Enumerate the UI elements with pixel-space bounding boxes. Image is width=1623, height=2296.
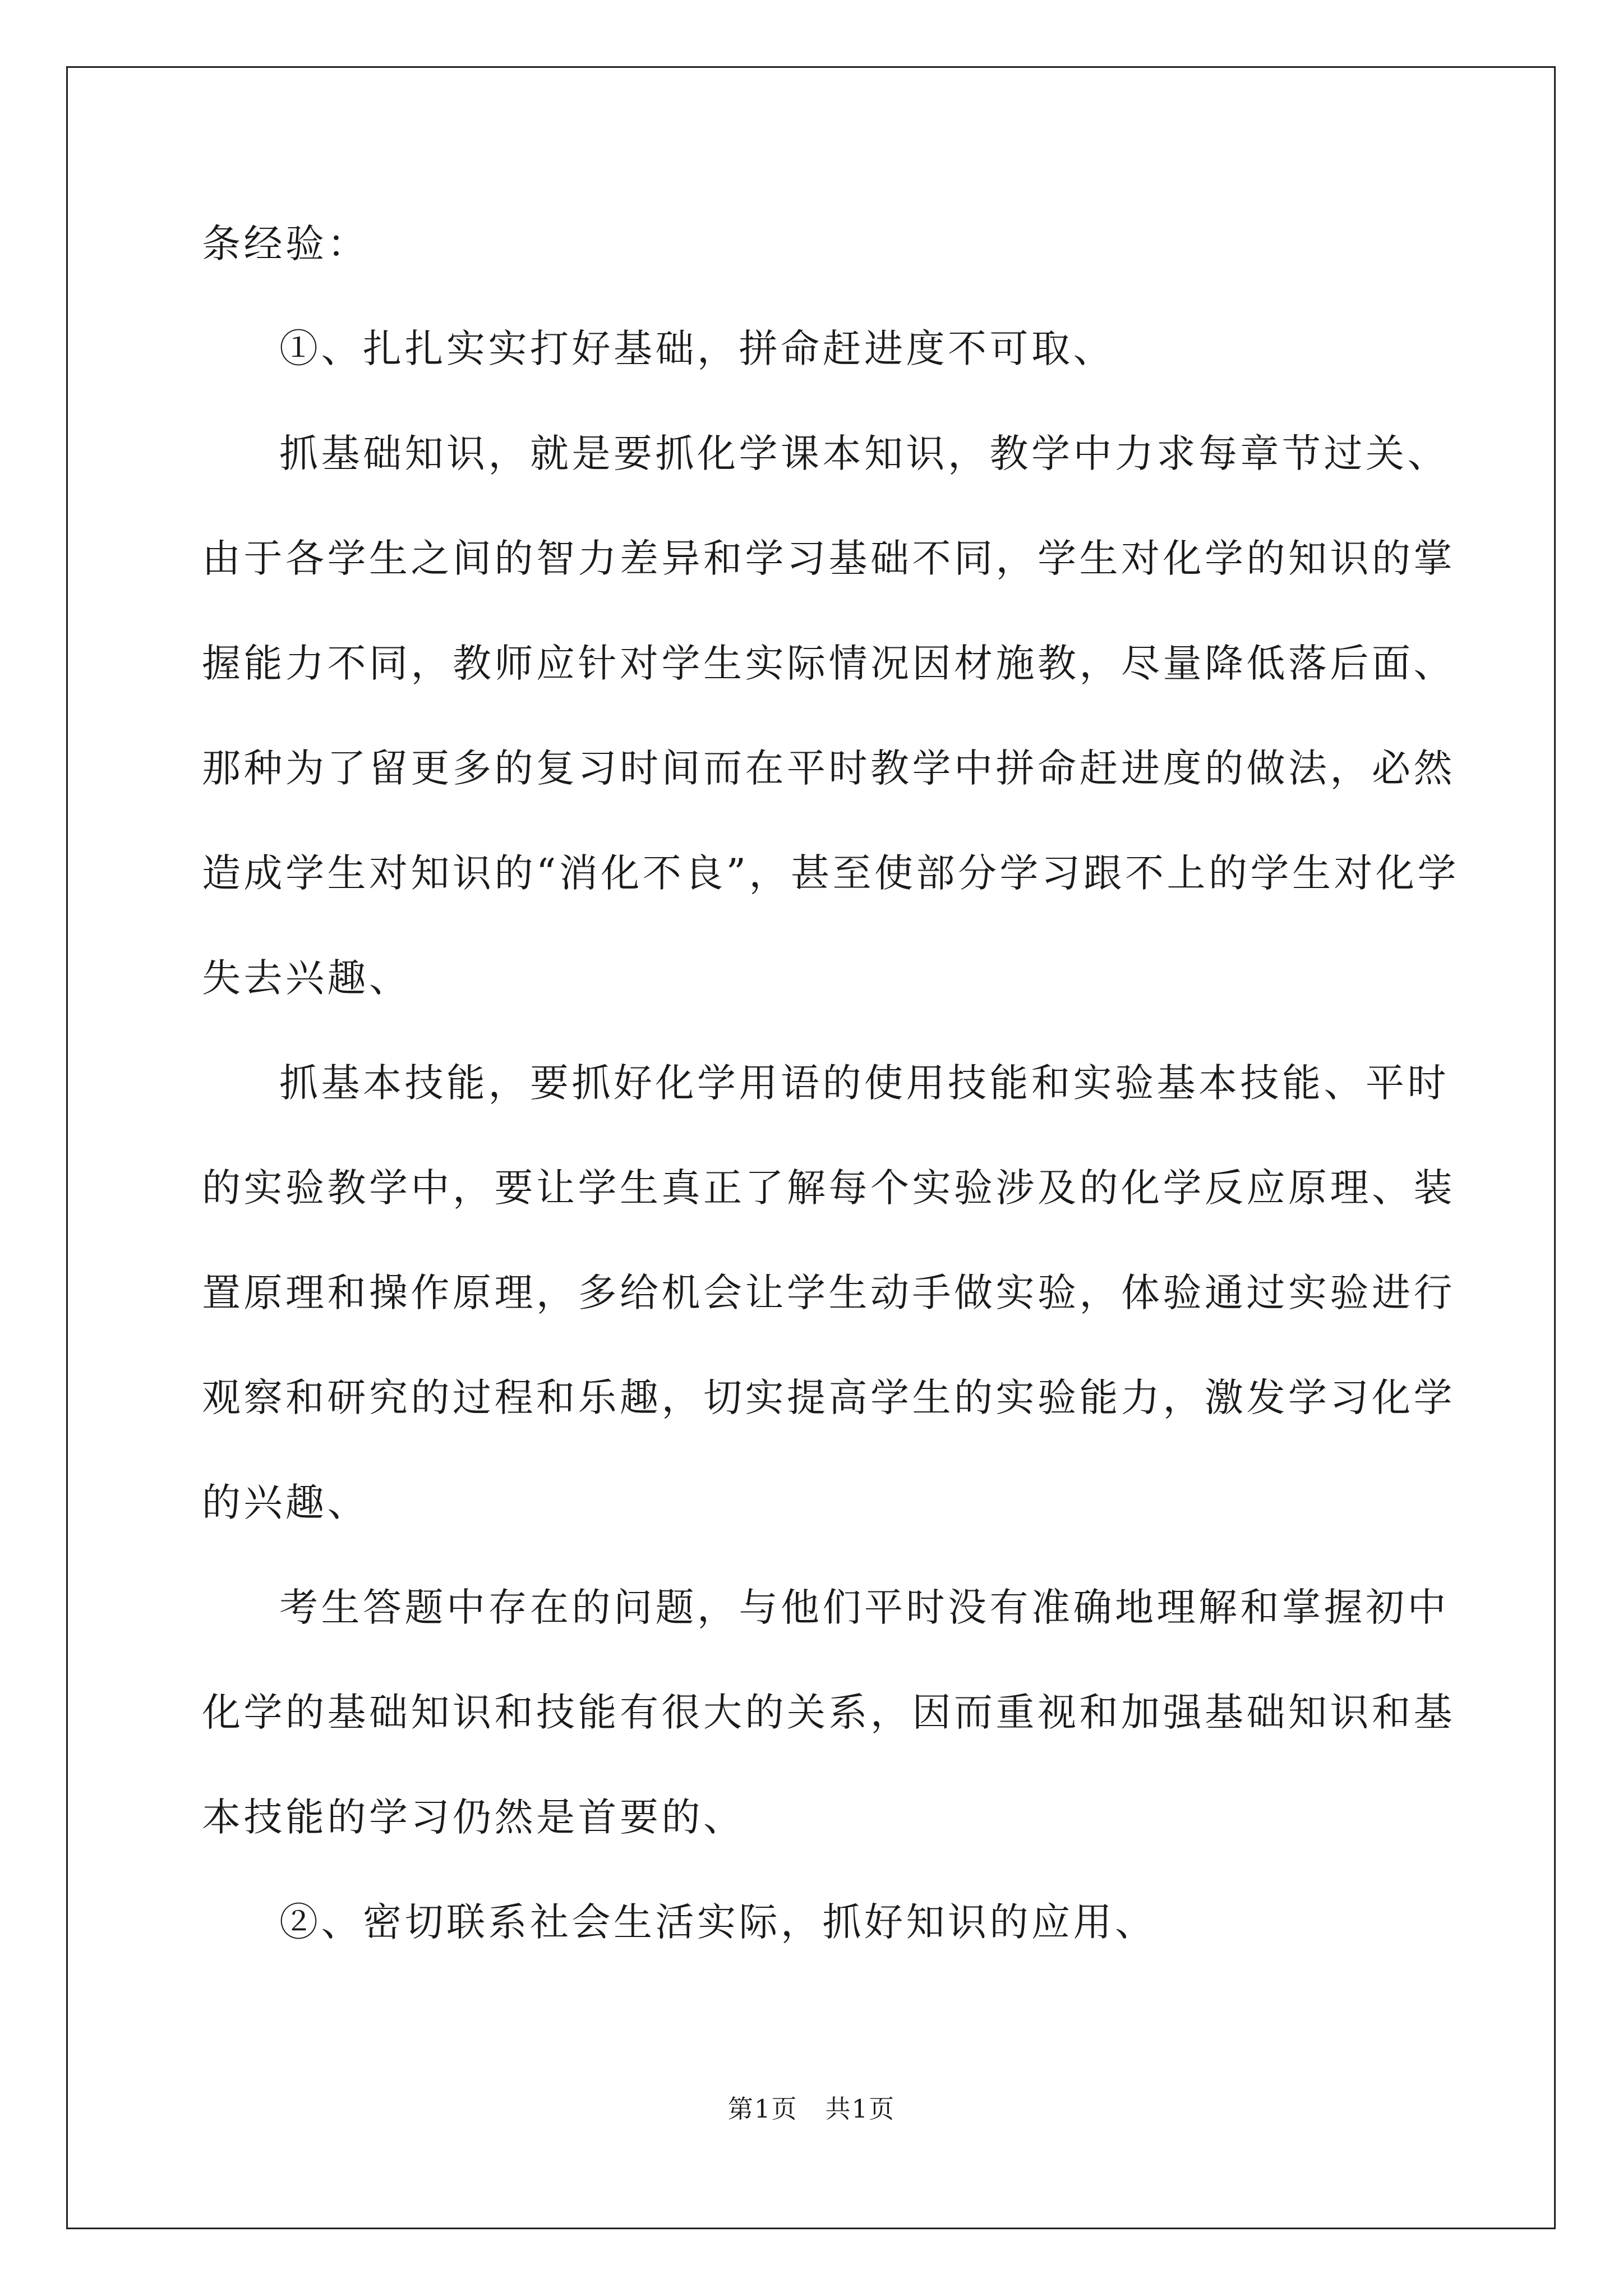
text-line: 化学的基础知识和技能有很大的关系，因而重视和加强基础知识和基 xyxy=(202,1690,1455,1735)
text-line: 观察和研究的过程和乐趣，切实提高学生的实验能力，激发学习化学 xyxy=(202,1375,1455,1420)
text-line: 置原理和操作原理，多给机会让学生动手做实验，体验通过实验进行 xyxy=(202,1271,1455,1315)
text-line: 条经验： xyxy=(202,222,369,266)
text-line: 握能力不同，教师应针对学生实际情况因材施教，尽量降低落后面、 xyxy=(202,641,1455,686)
text-line: 考生答题中存在的问题，与他们平时没有准确地理解和掌握初中 xyxy=(279,1585,1449,1630)
page-total: 共1页 xyxy=(825,2094,896,2124)
text-line: 由于各学生之间的智力差异和学习基础不同，学生对化学的知识的掌 xyxy=(202,536,1455,581)
text-line: 抓基础知识，就是要抓化学课本知识，教学中力求每章节过关、 xyxy=(279,431,1449,476)
page-number: 第1页 xyxy=(727,2094,798,2124)
text-line: ①、扎扎实实打好基础，拼命赶进度不可取、 xyxy=(279,326,1115,371)
text-line: 的兴趣、 xyxy=(202,1480,369,1525)
page-footer xyxy=(0,2092,1623,2126)
text-line: 本技能的学习仍然是首要的、 xyxy=(202,1795,745,1840)
text-line: 那种为了留更多的复习时间而在平时教学中拼命赶进度的做法，必然 xyxy=(202,746,1455,791)
text-line: 造成学生对知识的“消化不良”，甚至使部分学习跟不上的学生对化学 xyxy=(202,851,1460,896)
text-line: 失去兴趣、 xyxy=(202,956,411,1001)
text-line: 的实验教学中，要让学生真正了解每个实验涉及的化学反应原理、装 xyxy=(202,1166,1455,1211)
text-line: 抓基本技能，要抓好化学用语的使用技能和实验基本技能、平时 xyxy=(279,1061,1449,1106)
text-line: ②、密切联系社会生活实际，抓好知识的应用、 xyxy=(279,1900,1157,1945)
